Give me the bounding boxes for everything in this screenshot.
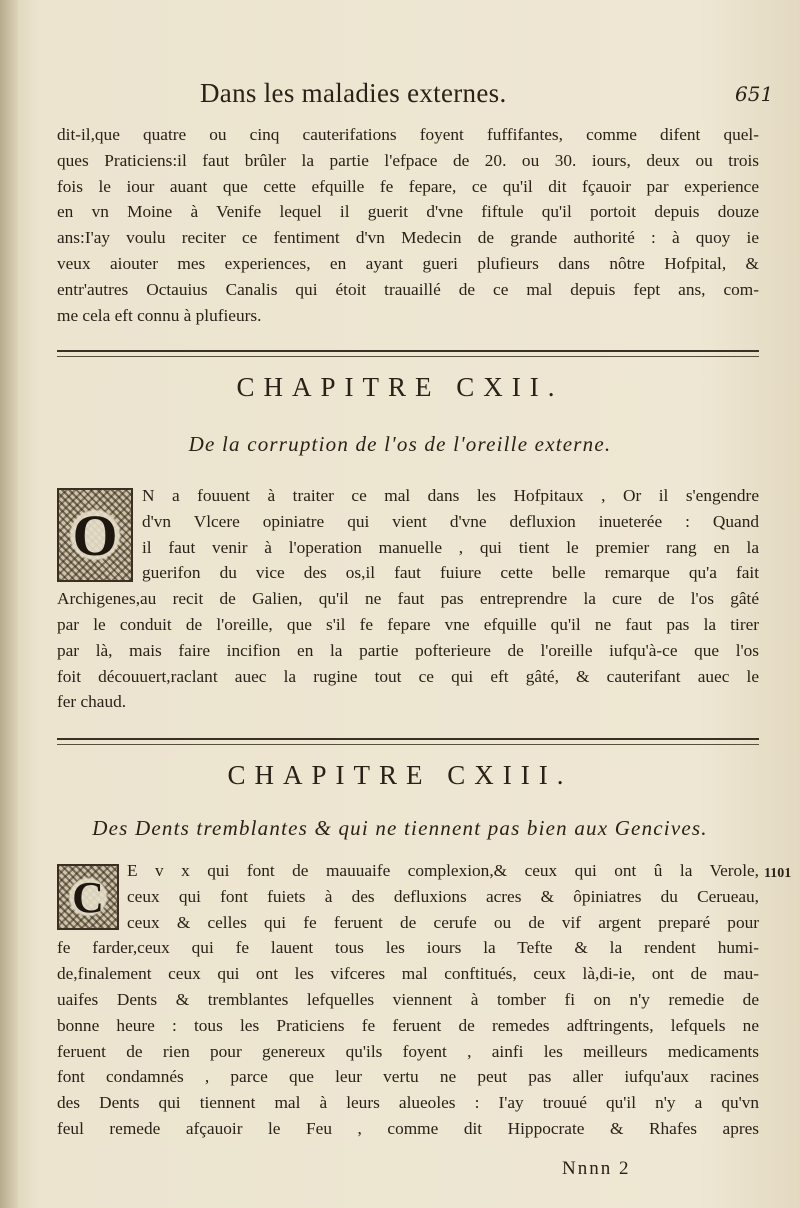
- text-line: ceux & celles qui fe feruent de cerufe ou de vif argent preparé pour: [127, 912, 759, 932]
- catchword: Nnnn 2: [562, 1158, 631, 1179]
- page-gutter: [0, 0, 18, 1208]
- initial-letter: O: [59, 490, 131, 580]
- text-line: N a fouuent à traiter ce mal dans les Hofpitaux , Or il s'engendre: [142, 486, 759, 505]
- page-number: 651: [735, 82, 774, 106]
- text-line: Archigenes,au recit de Galien, qu'il ne faut pas entreprendre la cure de l'os gâté: [57, 589, 759, 609]
- text-line: en vn Moine à Venife lequel il guerit d'vne fiftule qu'il portoit depuis douze: [57, 202, 759, 222]
- chapter-113-subtitle: Des Dents tremblantes & qui ne tiennent pas bien aux Gencives.: [92, 816, 708, 840]
- text-line: me cela eft connu à plufieurs.: [57, 305, 262, 325]
- text-line: fer chaud.: [57, 692, 127, 712]
- intro-paragraph: [57, 122, 759, 328]
- text-line: bonne heure : tous les Praticiens fe feruent de remedes adftringents, lefquels ne: [57, 1015, 759, 1035]
- text-line: feruent de rien pour genereux qu'ils foyent , ainfi les meilleurs medicaments: [57, 1041, 759, 1061]
- margin-note: 1101: [764, 866, 792, 881]
- text-line: d'vn Vlcere opiniatre qui vient d'vne defluxion inueterée : Quand: [142, 511, 759, 531]
- text-line: par le conduit de l'oreille, que s'il fe fepare vne efquille qu'il ne faut pas la tirer: [57, 614, 759, 634]
- text-line: de,finalement ceux qui ont les vifceres mal conftitués, ceux là,di-ie, ont de mau-: [57, 964, 759, 984]
- chapter-112-subtitle: De la corruption de l'os de l'oreille externe.: [188, 432, 612, 456]
- text-line: feul remede afçauoir le Feu , comme dit Hippocrate & Rhafes apres: [57, 1118, 759, 1138]
- text-line: des Dents qui tiennent mal à leurs alueoles : I'ay trouué qu'il n'y a qu'vn: [57, 1093, 759, 1113]
- text-line: entr'autres Octauius Canalis qui étoit trauaillé de ce mal depuis fept ans, com-: [57, 279, 759, 299]
- text-line: uaifes Dents & tremblantes lefquelles viennent à tomber fi on n'y remedie de: [57, 989, 759, 1009]
- text-line: guerifon du vice des os,il faut fuiure cette belle remarque qu'a fait: [142, 563, 759, 583]
- text-line: ans:I'ay voulu reciter ce fentiment d'vn Medecin de grande authorité : à quoy ie: [57, 228, 759, 248]
- chapter-113-body: [57, 858, 759, 1142]
- text-line: E v x qui font de mauuaife complexion,& ceux qui ont û la Verole,: [127, 861, 759, 880]
- text-line: dit-il,que quatre ou cinq cauterifations foyent fuffifantes, comme difent quel-: [57, 125, 759, 144]
- chapter-112-body: [57, 483, 759, 715]
- text-line: foit découuert,raclant auec la rugine tout ce qui eft gâté, & cauterifant auec le: [57, 666, 759, 686]
- text-line: font condamnés , parce que leur vertu ne peut pas aller iufqu'aux racines: [57, 1067, 759, 1087]
- text-line: par là, mais faire incifion en la partie pofterieure de l'oreille iufqu'à-ce que l'os: [57, 640, 759, 660]
- text-line: ceux qui font fuiets à des defluxions acres & ôpiniatres du Cerueau,: [127, 886, 759, 906]
- section-rule: [57, 350, 759, 357]
- text-line: il faut venir à l'operation manuelle , qui tient le premier rang en la: [142, 537, 759, 557]
- initial-letter: C: [59, 866, 117, 928]
- text-line: ques Praticiens:il faut brûler la partie l'efpace de 20. ou 30. iours, deux ou trois: [57, 150, 759, 170]
- chapter-113-title: CHAPITRE CXIII.: [227, 760, 573, 790]
- text-line: fe farder,ceux qui fe lauent tous les iours la Tefte & la rendent humi-: [57, 938, 759, 958]
- chapter-112-title: CHAPITRE CXII.: [236, 372, 564, 402]
- text-line: veux aiouter mes experiences, en ayant gueri plufieurs dans nôtre Hofpital, &: [57, 253, 759, 273]
- section-rule: [57, 738, 759, 745]
- text-line: fois le iour auant que cette efquille fe fepare, ce qu'il dit fçauoir par experience: [57, 176, 759, 196]
- running-head: Dans les maladies externes.: [200, 78, 507, 108]
